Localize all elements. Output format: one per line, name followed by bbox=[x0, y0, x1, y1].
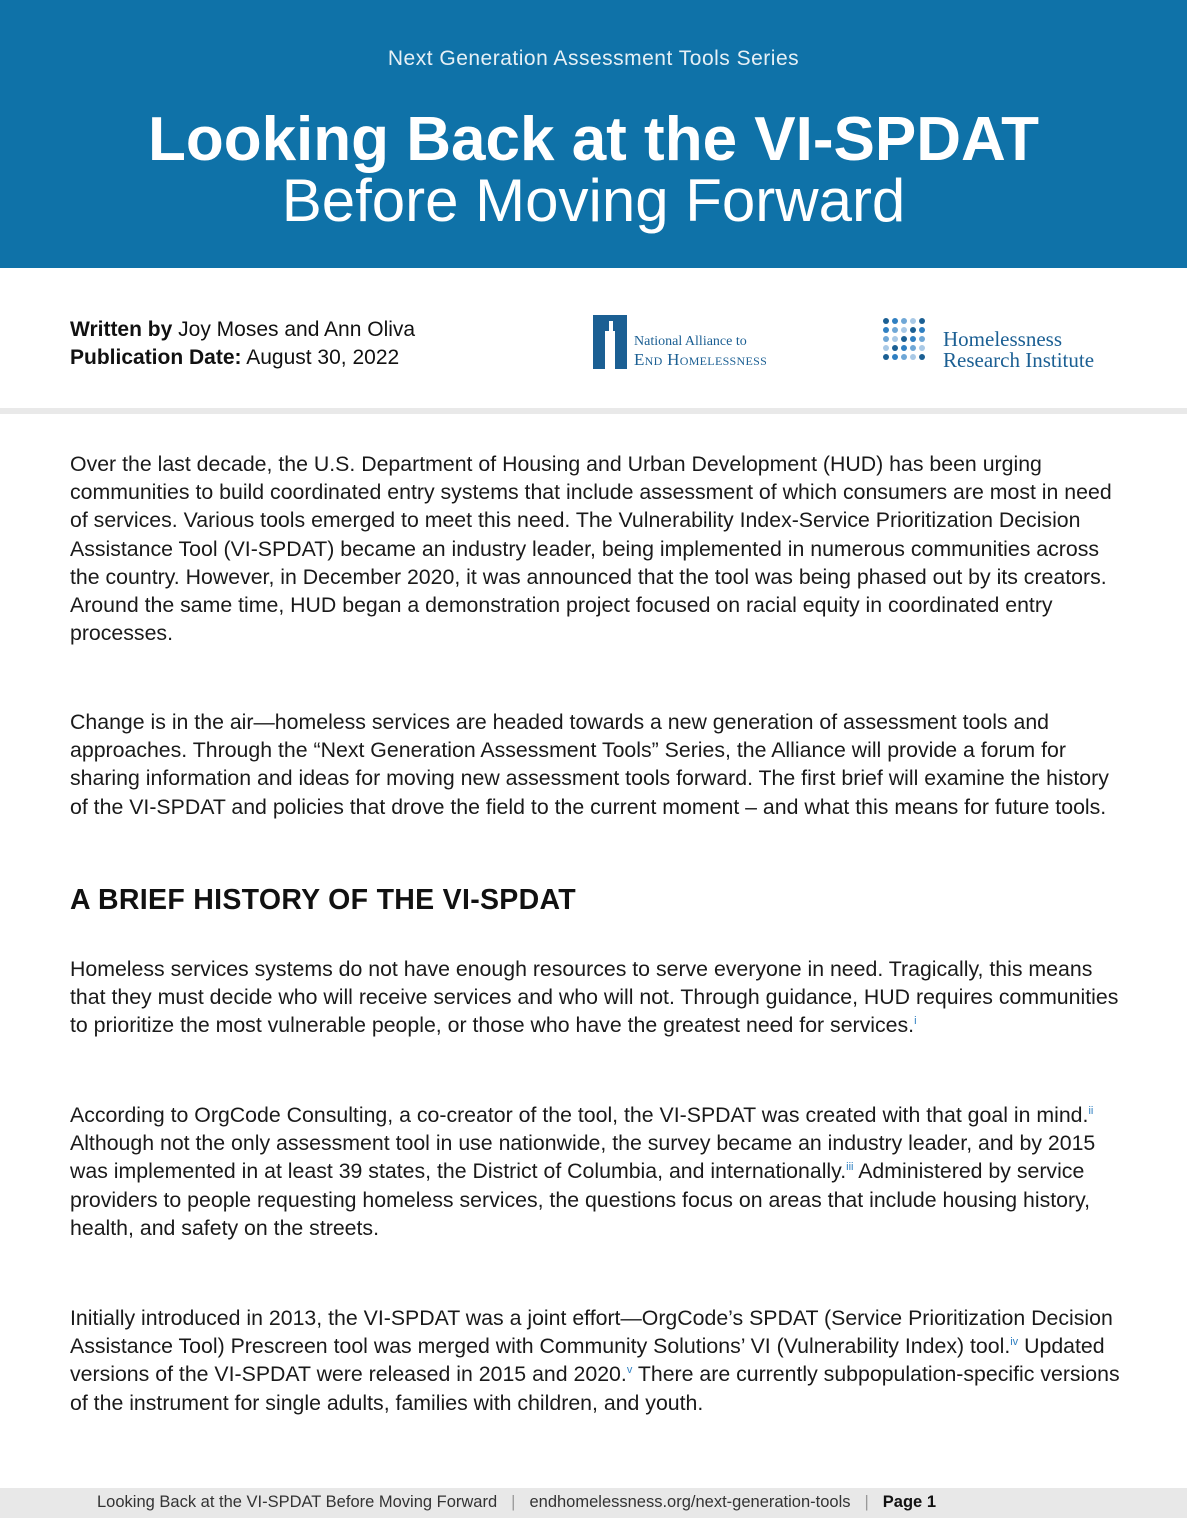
paragraph-text bbox=[70, 955, 1130, 1040]
paragraph-span: Homeless services systems do not have enough resources to serve everyone in need. Tragically, this means that they must decide who will receive services and who will not. Through guidance, HUD requires communities to prioritize the most vulnerable people, or those who have the greatest need for services. bbox=[70, 957, 1119, 1038]
hri-dot bbox=[883, 327, 889, 333]
intro-paragraph-1 bbox=[70, 450, 1130, 647]
hri-dot bbox=[901, 336, 907, 342]
hri-dot bbox=[901, 354, 907, 360]
page-footer bbox=[0, 1488, 1187, 1518]
footer-separator: | bbox=[864, 1493, 869, 1511]
paragraph-text: Over the last decade, the U.S. Department of Housing and Urban Development (HUD) has been urging communities to build coordinated entry systems that include assessment of which consumers are most in need of services. Various tools emerged to meet this need. The Vulnerability Index-Service Prioritization Decision Assistance Tool (VI-SPDAT) became an industry leader, being implemented in numerous communities across the country. However, in December 2020, it was announced that the tool was being phased out by its creators. Around the same time, HUD began a demonstration project focused on racial equity in coordinated entry processes. bbox=[70, 452, 1112, 646]
alliance-logo-line1: National Alliance to bbox=[634, 334, 747, 349]
hri-dot bbox=[919, 336, 925, 342]
footer-url[interactable]: endhomelessness.org/next-generation-tools bbox=[529, 1493, 851, 1511]
written-label: Written by bbox=[70, 318, 173, 341]
alliance-logo-icon bbox=[593, 315, 627, 369]
hri-dot bbox=[883, 354, 889, 360]
endnote-ref[interactable]: v bbox=[626, 1364, 633, 1377]
hri-dot bbox=[910, 327, 916, 333]
paragraph-span: Although not the only assessment tool in use nationwide, the survey became an industry leader, and by 2015 was implemented in at least 39 states, the District of Columbia, and internationally. bbox=[70, 1131, 1096, 1184]
header-banner bbox=[0, 0, 1187, 268]
hri-dots-icon bbox=[883, 318, 933, 366]
author-line bbox=[70, 316, 415, 344]
hri-dot bbox=[892, 327, 898, 333]
endnote-ref[interactable]: iv bbox=[1010, 1336, 1019, 1349]
hri-dot bbox=[892, 345, 898, 351]
footer-separator: | bbox=[511, 1493, 516, 1511]
page-number: Page 1 bbox=[882, 1493, 936, 1511]
hri-dot bbox=[892, 318, 898, 324]
history-paragraph-1 bbox=[70, 955, 1130, 1040]
series-label: Next Generation Assessment Tools Series bbox=[387, 47, 800, 70]
alliance-logo[interactable] bbox=[593, 315, 823, 373]
hri-dot bbox=[883, 318, 889, 324]
paragraph-text bbox=[70, 1304, 1130, 1417]
hri-dot bbox=[892, 354, 898, 360]
intro-paragraph-2 bbox=[70, 708, 1130, 821]
alliance-logo-line2: End Homelessness bbox=[634, 350, 768, 369]
endnote-ref[interactable]: iii bbox=[846, 1161, 854, 1174]
hri-dot bbox=[919, 354, 925, 360]
paragraph-span: According to OrgCode Consulting, a co-creator of the tool, the VI-SPDAT was created with that goal in mind. bbox=[70, 1103, 1089, 1127]
date-line bbox=[70, 344, 415, 372]
hri-dot bbox=[883, 336, 889, 342]
paragraph-text bbox=[70, 1101, 1130, 1242]
paragraph-text: Change is in the air—homeless services are headed towards a new generation of assessment tools and approaches. Through the “Next Generation Assessment Tools” Series, the Alliance will provide a forum for sharing information and ideas for moving new assessment tools forward. The first brief will examine the history of the VI-SPDAT and policies that drove the field to the current moment – and what this means for future tools. bbox=[70, 710, 1109, 819]
authors: Joy Moses and Ann Oliva bbox=[178, 318, 416, 341]
hri-dot bbox=[919, 318, 925, 324]
paragraph-span: Updated versions of the VI-SPDAT were released in 2015 and 2020. bbox=[70, 1334, 1105, 1387]
endnote-ref[interactable]: ii bbox=[1088, 1104, 1094, 1117]
footer-title: Looking Back at the VI-SPDAT Before Moving Forward bbox=[97, 1493, 498, 1511]
hri-dot bbox=[892, 336, 898, 342]
paragraph-span: Initially introduced in 2013, the VI-SPDAT was a joint effort—OrgCode’s SPDAT (Service Prioritization Decision Assistance Tool) Prescreen tool was merged with Community Solutions’ VI (Vulnerability Index) tool. bbox=[70, 1306, 1113, 1359]
publication-date: August 30, 2022 bbox=[246, 346, 400, 369]
section-divider bbox=[0, 408, 1187, 414]
hri-dot bbox=[910, 336, 916, 342]
hri-logo[interactable] bbox=[883, 316, 1123, 370]
hri-dot bbox=[883, 345, 889, 351]
hri-dot bbox=[910, 345, 916, 351]
hri-dot bbox=[910, 318, 916, 324]
publication-meta bbox=[70, 316, 415, 372]
page-title: Looking Back at the VI-SPDAT bbox=[147, 105, 1040, 174]
hri-dot bbox=[901, 345, 907, 351]
paragraph-span: Administered by service providers to people requesting homeless services, the questions focus on areas that include housing history, health, and safety on the streets. bbox=[70, 1159, 1091, 1240]
hri-dot bbox=[919, 327, 925, 333]
hri-dot bbox=[901, 318, 907, 324]
hri-dot bbox=[901, 327, 907, 333]
date-label: Publication Date: bbox=[70, 346, 242, 369]
hri-dot bbox=[919, 345, 925, 351]
hri-logo-line2: Research Institute bbox=[943, 348, 1095, 372]
section-heading: A BRIEF HISTORY OF THE VI-SPDAT bbox=[70, 884, 576, 916]
endnote-ref[interactable]: i bbox=[914, 1015, 917, 1028]
history-paragraph-3 bbox=[70, 1304, 1130, 1417]
history-paragraph-2 bbox=[70, 1101, 1130, 1242]
hri-logo-line1: Homelessness bbox=[943, 327, 1062, 351]
paragraph-span: There are currently subpopulation-specific versions of the instrument for single adults, families with children, and youth. bbox=[70, 1362, 1120, 1415]
page-subtitle: Before Moving Forward bbox=[281, 167, 906, 234]
hri-dot bbox=[910, 354, 916, 360]
